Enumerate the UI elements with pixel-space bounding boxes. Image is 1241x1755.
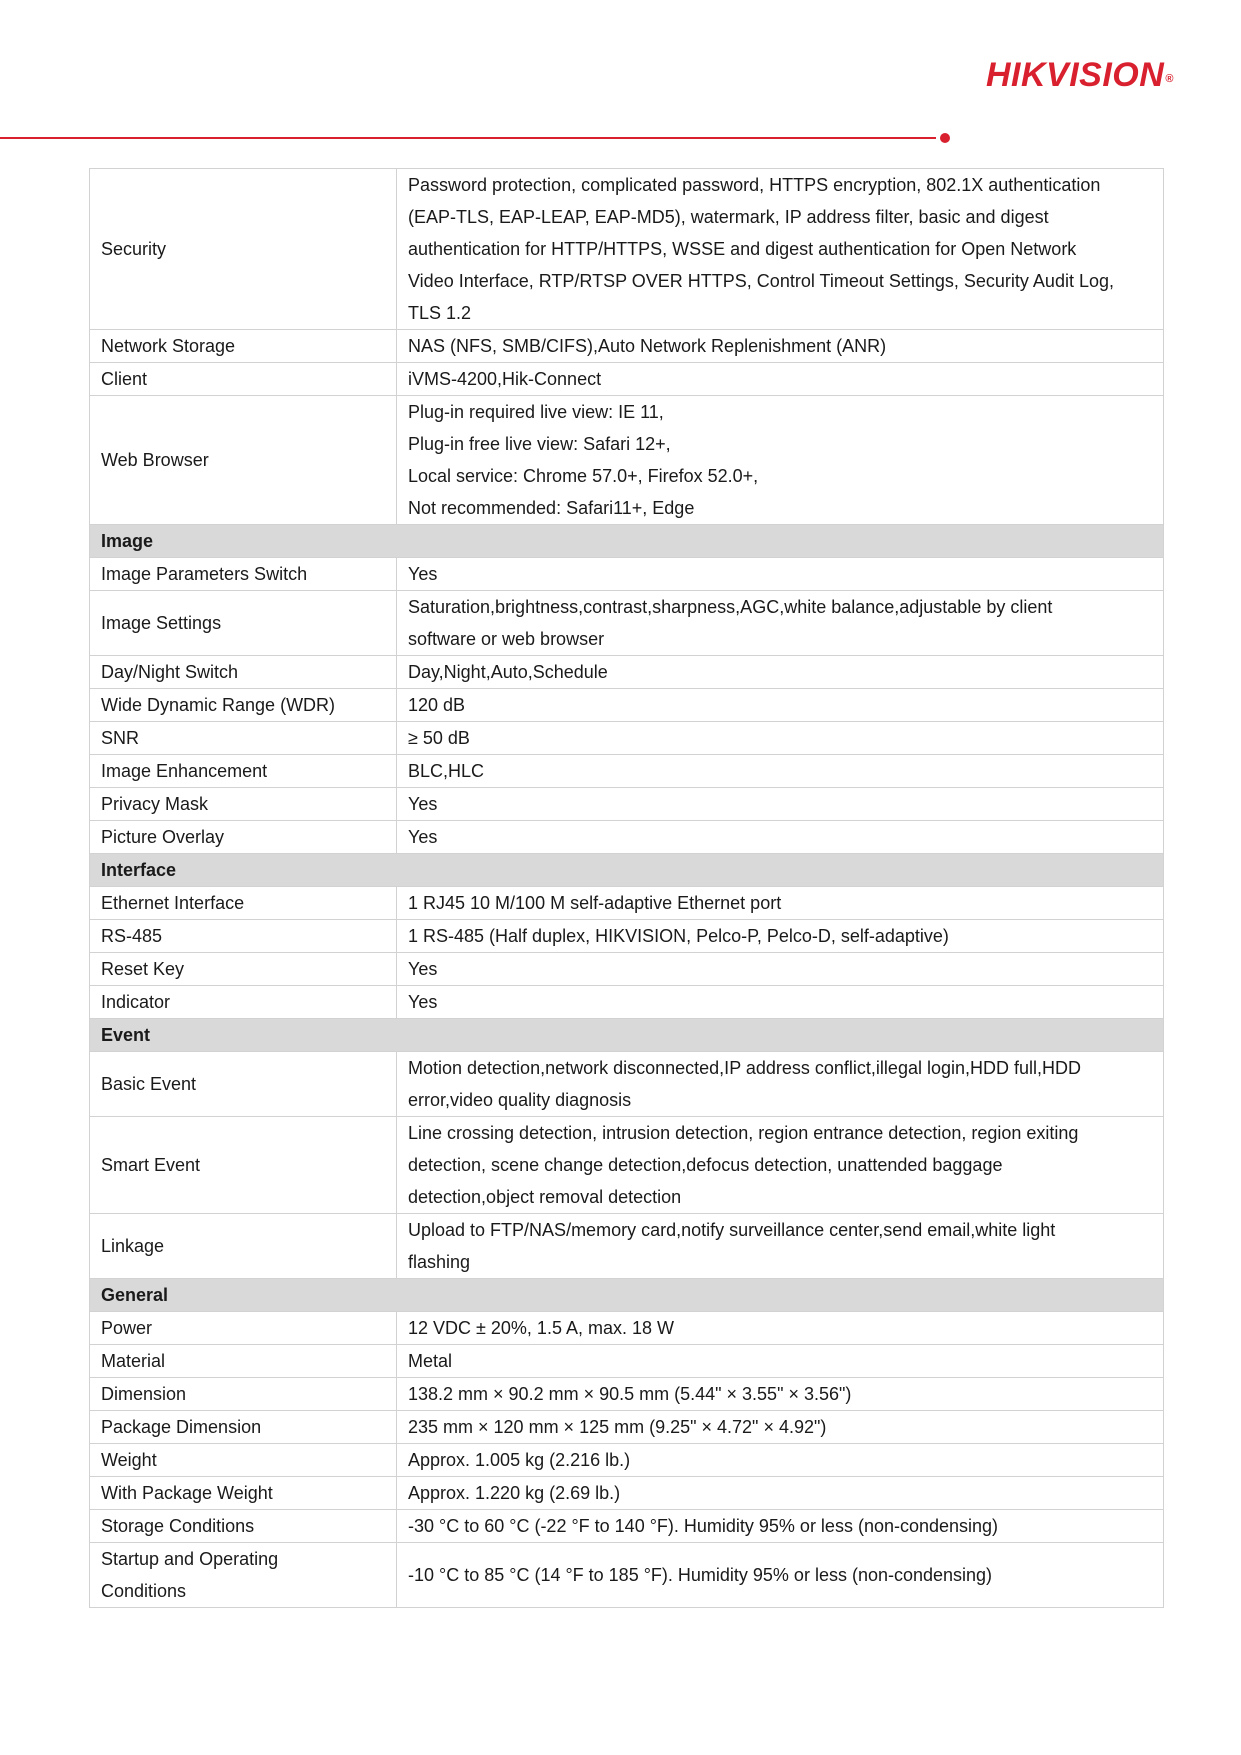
spec-value: Day,Night,Auto,Schedule <box>397 656 1164 689</box>
spec-row <box>90 363 1164 396</box>
spec-label: Web Browser <box>90 396 397 525</box>
spec-label: Indicator <box>90 986 397 1019</box>
hikvision-logo <box>986 55 1174 95</box>
spec-label: Ethernet Interface <box>90 887 397 920</box>
spec-row <box>90 689 1164 722</box>
spec-table-body <box>90 169 1164 1608</box>
spec-label: Linkage <box>90 1214 397 1279</box>
spec-value: -30 °C to 60 °C (-22 °F to 140 °F). Humidity 95% or less (non-condensing) <box>397 1510 1164 1543</box>
spec-value: 1 RS-485 (Half duplex, HIKVISION, Pelco-P, Pelco-D, self-adaptive) <box>397 920 1164 953</box>
spec-row <box>90 722 1164 755</box>
spec-row <box>90 656 1164 689</box>
spec-row <box>90 1510 1164 1543</box>
spec-value: Yes <box>397 986 1164 1019</box>
spec-value: Line crossing detection, intrusion detection, region entrance detection, region exiting detection, scene change detection,defocus detection, unattended baggage detection,object removal detection <box>397 1117 1164 1214</box>
spec-row <box>90 755 1164 788</box>
spec-value: 1 RJ45 10 M/100 M self-adaptive Ethernet port <box>397 887 1164 920</box>
spec-value: Yes <box>397 558 1164 591</box>
spec-label: Client <box>90 363 397 396</box>
spec-row <box>90 1052 1164 1117</box>
spec-row <box>90 1444 1164 1477</box>
spec-row <box>90 1378 1164 1411</box>
spec-label: Privacy Mask <box>90 788 397 821</box>
spec-value: Approx. 1.005 kg (2.216 lb.) <box>397 1444 1164 1477</box>
spec-row <box>90 1312 1164 1345</box>
spec-row <box>90 1117 1164 1214</box>
spec-label: Storage Conditions <box>90 1510 397 1543</box>
spec-value: Plug-in required live view: IE 11, Plug-in free live view: Safari 12+, Local service: Chrome 57.0+, Firefox 52.0+, Not recommended: Safari11+, Edge <box>397 396 1164 525</box>
section-title: Image <box>90 525 1164 558</box>
spec-value: iVMS-4200,Hik-Connect <box>397 363 1164 396</box>
spec-label: Image Parameters Switch <box>90 558 397 591</box>
spec-value: NAS (NFS, SMB/CIFS),Auto Network Replenishment (ANR) <box>397 330 1164 363</box>
spec-row <box>90 1543 1164 1608</box>
brand-name: HIKVISION <box>986 56 1165 94</box>
spec-label: Basic Event <box>90 1052 397 1117</box>
spec-row <box>90 986 1164 1019</box>
section-header-row <box>90 1279 1164 1312</box>
spec-row <box>90 788 1164 821</box>
spec-row <box>90 169 1164 330</box>
spec-label: SNR <box>90 722 397 755</box>
spec-label: Weight <box>90 1444 397 1477</box>
spec-label: RS-485 <box>90 920 397 953</box>
spec-label: Package Dimension <box>90 1411 397 1444</box>
spec-label: Dimension <box>90 1378 397 1411</box>
spec-label: Startup and Operating Conditions <box>90 1543 397 1608</box>
spec-value: 235 mm × 120 mm × 125 mm (9.25" × 4.72" × 4.92") <box>397 1411 1164 1444</box>
spec-value: Saturation,brightness,contrast,sharpness,AGC,white balance,adjustable by client software or web browser <box>397 591 1164 656</box>
spec-value: BLC,HLC <box>397 755 1164 788</box>
spec-row <box>90 1345 1164 1378</box>
spec-value: 120 dB <box>397 689 1164 722</box>
spec-row <box>90 1411 1164 1444</box>
spec-value: Approx. 1.220 kg (2.69 lb.) <box>397 1477 1164 1510</box>
header-divider <box>0 137 936 139</box>
spec-label: Image Settings <box>90 591 397 656</box>
spec-label: Image Enhancement <box>90 755 397 788</box>
spec-label: Picture Overlay <box>90 821 397 854</box>
header-divider-dot <box>940 133 950 143</box>
spec-value: -10 °C to 85 °C (14 °F to 185 °F). Humidity 95% or less (non-condensing) <box>397 1543 1164 1608</box>
registered-mark: ® <box>1165 73 1174 85</box>
spec-value: 12 VDC ± 20%, 1.5 A, max. 18 W <box>397 1312 1164 1345</box>
spec-value: Motion detection,network disconnected,IP address conflict,illegal login,HDD full,HDD error,video quality diagnosis <box>397 1052 1164 1117</box>
spec-table <box>89 168 1164 1608</box>
spec-label: Power <box>90 1312 397 1345</box>
spec-value: Upload to FTP/NAS/memory card,notify surveillance center,send email,white light flashing <box>397 1214 1164 1279</box>
spec-label: Day/Night Switch <box>90 656 397 689</box>
spec-row <box>90 396 1164 525</box>
spec-value: Yes <box>397 953 1164 986</box>
spec-label: With Package Weight <box>90 1477 397 1510</box>
section-title: General <box>90 1279 1164 1312</box>
spec-value: ≥ 50 dB <box>397 722 1164 755</box>
section-title: Interface <box>90 854 1164 887</box>
spec-row <box>90 887 1164 920</box>
spec-value: 138.2 mm × 90.2 mm × 90.5 mm (5.44" × 3.55" × 3.56") <box>397 1378 1164 1411</box>
spec-label: Network Storage <box>90 330 397 363</box>
section-header-row <box>90 1019 1164 1052</box>
spec-row <box>90 558 1164 591</box>
spec-row <box>90 1477 1164 1510</box>
spec-value: Yes <box>397 821 1164 854</box>
spec-row <box>90 330 1164 363</box>
section-title: Event <box>90 1019 1164 1052</box>
spec-value: Yes <box>397 788 1164 821</box>
spec-label: Material <box>90 1345 397 1378</box>
spec-value: Metal <box>397 1345 1164 1378</box>
section-header-row <box>90 525 1164 558</box>
spec-row <box>90 1214 1164 1279</box>
spec-row <box>90 953 1164 986</box>
spec-label: Smart Event <box>90 1117 397 1214</box>
spec-row <box>90 591 1164 656</box>
spec-value: Password protection, complicated password, HTTPS encryption, 802.1X authentication (EAP-TLS, EAP-LEAP, EAP-MD5), watermark, IP address filter, basic and digest authentication for HTTP/HTTPS, WSSE and digest authentication for Open Network Video Interface, RTP/RTSP OVER HTTPS, Control Timeout Settings, Security Audit Log, TLS 1.2 <box>397 169 1164 330</box>
spec-row <box>90 821 1164 854</box>
spec-label: Wide Dynamic Range (WDR) <box>90 689 397 722</box>
spec-label: Security <box>90 169 397 330</box>
spec-label: Reset Key <box>90 953 397 986</box>
spec-row <box>90 920 1164 953</box>
section-header-row <box>90 854 1164 887</box>
